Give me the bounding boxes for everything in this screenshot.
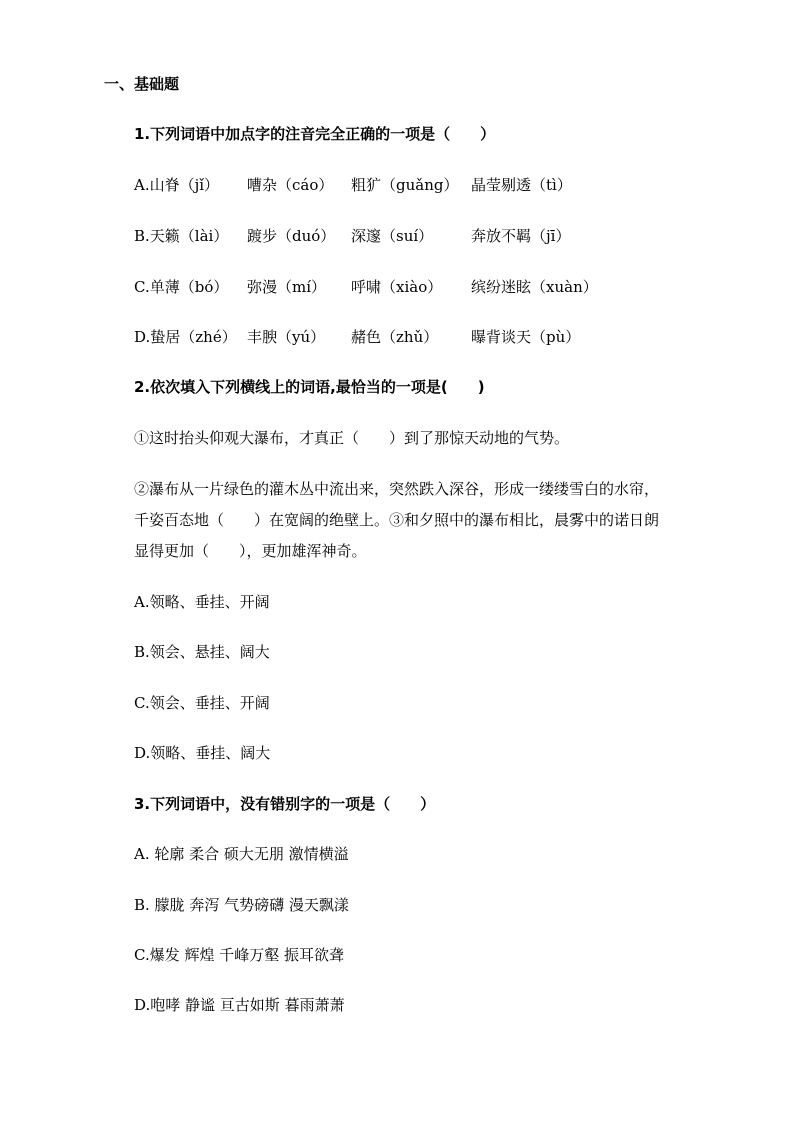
question-3-option-a: A. 轮廓 柔合 硕大无朋 激情横溢 [134, 845, 349, 863]
question-2-sentence-2-line-2: 千姿百态地（ ）在宽阔的绝壁上。③和夕照中的瀑布相比，晨雾中的诺日朗 [134, 511, 660, 529]
question-2-sentence-1: ①这时抬头仰观大瀑布，才真正（ ）到了那惊天动地的气势。 [134, 429, 570, 447]
option-word: 奔放不羁（jī） [471, 227, 571, 245]
question-2-stem: 2.依次填入下列横线上的词语,最恰当的一项是( ) [134, 378, 485, 396]
option-word: C.单薄（bó） [134, 278, 229, 296]
option-word: 弥漫（mí） [247, 278, 327, 296]
option-word: 丰腴（yú） [247, 328, 326, 346]
option-word: 呼啸（xiào） [351, 278, 443, 296]
question-2-option-a: A.领略、垂挂、开阔 [134, 593, 270, 611]
question-2-option-d: D.领略、垂挂、阔大 [134, 744, 271, 762]
question-2-option-b: B.领会、悬挂、阔大 [134, 643, 270, 661]
option-word: 嘈杂（cáo） [247, 176, 334, 194]
option-word: 曝背谈天（pù） [471, 328, 581, 346]
question-3-stem: 3.下列词语中，没有错别字的一项是（ ） [134, 795, 436, 813]
question-3-option-b: B. 朦胧 奔泻 气势磅礴 漫天飘漾 [134, 896, 349, 914]
question-3-option-c: C.爆发 辉煌 千峰万壑 振耳欲聋 [134, 946, 345, 964]
section-title: 一、基础题 [104, 75, 180, 93]
option-word: 粗犷（guǎng） [351, 176, 459, 194]
option-word: 踱步（duó） [247, 227, 336, 245]
option-word: D.蛰居（zhé） [134, 328, 237, 346]
question-1-stem: 1.下列词语中加点字的注音完全正确的一项是（ ） [134, 125, 496, 143]
option-word: 缤纷迷眩（xuàn） [471, 278, 598, 296]
option-word: B.天籁（lài） [134, 227, 229, 245]
question-3-option-d: D.咆哮 静谧 亘古如斯 暮雨萧萧 [134, 996, 345, 1014]
option-word: 晶莹剔透（tì） [471, 176, 572, 194]
option-word: 赭色（zhǔ） [351, 328, 439, 346]
question-2-option-c: C.领会、垂挂、开阔 [134, 694, 270, 712]
option-word: A.山脊（jǐ） [134, 176, 220, 194]
question-2-sentence-2-line-1: ②瀑布从一片绿色的灌木丛中流出来，突然跌入深谷，形成一缕缕雪白的水帘， [134, 480, 660, 498]
question-2-sentence-2-line-3: 显得更加（ ），更加雄浑神奇。 [134, 542, 367, 560]
option-word: 深邃（suí） [351, 227, 434, 245]
